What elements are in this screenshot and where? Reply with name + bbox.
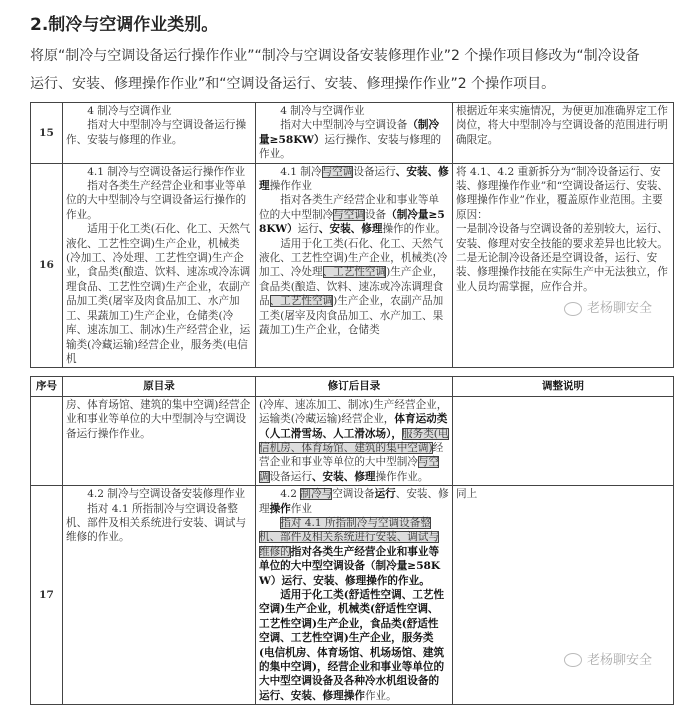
- wechat-icon: [564, 302, 582, 316]
- header-original: 原目录: [63, 377, 256, 396]
- row-number: 16: [31, 163, 63, 368]
- cell-paragraph: [259, 588, 449, 703]
- cell-paragraph: [259, 237, 449, 338]
- cell-text: 、安装、修理: [259, 488, 449, 515]
- bold-text: （制冷量≥58KW）: [259, 119, 440, 146]
- bold-text: 体育运动类（人工滑雪场、人工滑冰场），: [259, 413, 448, 440]
- cell-paragraph: [456, 165, 670, 223]
- highlighted-text: 指对 4.1 所指制冷与空调设备整机、部件及相关系统进行安装、调试与维修的: [259, 516, 440, 558]
- note-cell: [453, 103, 674, 164]
- cell-text: 适用于化工类(石化、化工、天然气液化、工艺性空调)生产企业，机械类(冷加工、冷处理、工艺性空调)生产企业，食品类(酿造、饮料、速冻或冷冻调理食品、工艺性空调)生产企业，农副产品加工类(屠宰及肉食品加工、水产加工、果蔬加工)生产企业，仓储类(冷库、速冻加工、制冰)生产经营企业，运输类(冷藏运输)经营企业，服务类(电信机: [66, 223, 251, 365]
- cell-text: 作业: [290, 502, 312, 515]
- row-number: [31, 396, 63, 485]
- cell-text: 空调设备: [332, 488, 375, 501]
- section-heading: 2.制冷与空调作业类别。: [30, 15, 219, 35]
- cell-text: 4.1 制冷: [280, 165, 322, 178]
- cell-text: 4.1 制冷与空调设备运行操作作业: [87, 165, 246, 178]
- intro-line: 运行、安装、修理操作作业”和“空调设备运行、安装、修理操作作业”2 个操作项目。: [30, 76, 556, 92]
- cell-paragraph: [66, 398, 252, 441]
- cell-text: 作业。: [364, 689, 397, 702]
- comparison-table-part2: [30, 376, 674, 705]
- bold-text: 、安装、修理: [311, 470, 376, 483]
- cell-paragraph: [259, 516, 449, 588]
- cell-paragraph: [259, 165, 449, 194]
- cell-paragraph: [259, 118, 449, 161]
- watermark-text: 老杨聊安全: [586, 652, 652, 668]
- cell-text: 指对大中型制冷与空调设备: [280, 119, 408, 132]
- bold-text: 指对各类生产经营企业和事业等单位的大中型空调设备（制冷量≥58KW）运行、安装、修理操作的作业。: [259, 545, 441, 587]
- note-cell: [453, 163, 674, 368]
- revised-cell: [256, 396, 453, 485]
- intro-paragraph: [30, 42, 690, 98]
- wechat-icon: [564, 653, 582, 667]
- revised-cell: [256, 103, 453, 164]
- cell-text: )生产企业，农副产品加工类(屠宰及肉食品加工、水产加工、果蔬加工)生产企业，仓储类: [259, 295, 444, 337]
- cell-text: 一是制冷设备与空调设备的差别较大，运行、安装、修理对安全技能的要求差异也比较大。二是无论制冷设备还是空调设备，运行、安装、修理操作技能在实际生产中无法独立，作业人员均需掌握，应作合并。: [456, 223, 668, 293]
- bold-text: 运行: [374, 488, 396, 501]
- comparison-table-part1: [30, 102, 674, 368]
- original-cell: [63, 486, 256, 705]
- table-header-row: [31, 377, 674, 396]
- header-note: 调整说明: [453, 377, 674, 396]
- cell-text: 指对各类生产经营企业和事业等单位的大中型制冷: [259, 194, 440, 221]
- cell-text: 操作的作业。: [382, 223, 447, 236]
- revised-cell: [256, 486, 453, 705]
- highlighted-text: 与空调: [333, 208, 365, 221]
- cell-text: 将 4.1、4.2 重新拆分为“制冷设备运行、安装、修理操作作业”和“空调设备运行、安装、修理操作作业”作业，覆盖原作业范围。主要原因：: [456, 165, 669, 221]
- cell-paragraph: [259, 398, 449, 484]
- cell-text: 根据近年来实施情况，为便更加准确界定工作岗位，将大中型制冷与空调设备的范围进行明确限定。: [456, 105, 668, 146]
- cell-paragraph: [66, 502, 252, 545]
- cell-paragraph: [66, 118, 252, 147]
- cell-paragraph: [259, 487, 449, 516]
- watermark: [456, 300, 670, 318]
- watermark: [456, 652, 670, 670]
- cell-text: 操作作业: [269, 180, 312, 193]
- cell-paragraph: [66, 165, 252, 179]
- cell-text: 指对 4.1 所指制冷与空调设备整机、部件及相关系统进行安装、调试与维修的作业。: [66, 502, 247, 544]
- cell-text: 运行: [297, 223, 319, 236]
- cell-paragraph: [456, 222, 670, 294]
- highlighted-text: 与空调: [321, 165, 354, 178]
- cell-paragraph: [259, 193, 449, 236]
- cell-paragraph: [66, 104, 252, 118]
- table-row: [31, 486, 674, 705]
- original-cell: [63, 163, 256, 368]
- watermark-text: 老杨聊安全: [586, 301, 652, 317]
- cell-paragraph: [456, 487, 670, 501]
- cell-paragraph: [66, 179, 252, 222]
- cell-text: 指对各类生产经营企业和事业等单位的大中型制冷与空调设备运行操作的作业。: [66, 180, 247, 221]
- cell-text: 设备: [364, 208, 387, 221]
- highlighted-text: 与空调: [259, 456, 440, 483]
- bold-text: 、安装、修理: [259, 165, 449, 193]
- cell-text: 经营企业和事业等单位的大中型制冷: [259, 441, 444, 469]
- cell-text: 运行操作、安装与修理的作业。: [259, 133, 442, 161]
- bold-text: 适用于化工类(舒适性空调、工艺性空调)生产企业，机械类(舒适性空调、工艺性空调)生产企业，食品类(舒适性空调、工艺性空调)生产企业，服务类(电信机房、体育场馆、机场场馆、建筑的集中空调)，经营企业和事业等单位的大中型空调设备及各种冷水机组设备的运行、安装、修理操作: [259, 589, 445, 702]
- cell-text: 4 制冷与空调作业: [280, 105, 365, 117]
- cell-text: 设备运行: [353, 165, 396, 178]
- original-cell: [63, 103, 256, 164]
- cell-text: (冷库、速冻加工、制冰)生产经营企业，运输类(冷藏运输)经营企业，: [259, 398, 448, 426]
- highlighted-text: 、工艺性空调: [322, 266, 387, 279]
- cell-paragraph: [259, 104, 449, 118]
- cell-text: 适用于化工类(石化、化工、天然气液化、工艺性空调)生产企业，机械类(冷加工、冷处理: [259, 237, 448, 279]
- cell-text: 4.2: [280, 488, 301, 501]
- cell-text: 操作作业。: [375, 470, 429, 483]
- revised-cell: [256, 163, 453, 368]
- note-cell: [453, 396, 674, 485]
- cell-text: 指对大中型制冷与空调设备运行操作、安装与修理的作业。: [66, 119, 247, 146]
- intro-line: 将原“制冷与空调设备运行操作作业”“制冷与空调设备安装修理作业”2 个操作项目修改为“制冷设备: [30, 48, 640, 64]
- row-number: 15: [31, 103, 63, 164]
- note-cell: [453, 486, 674, 705]
- cell-text: 设备运行: [269, 470, 312, 483]
- row-number: 17: [31, 486, 63, 705]
- table-row: [31, 163, 674, 368]
- bold-text: （制冷量≥58KW）: [259, 208, 445, 236]
- original-cell: [63, 396, 256, 485]
- cell-text: 4 制冷与空调作业: [87, 105, 172, 117]
- highlighted-text: 制冷与: [300, 488, 333, 501]
- table-row: [31, 396, 674, 485]
- highlighted-text: 、工艺性空调: [269, 295, 334, 308]
- bold-text: 操作: [269, 502, 291, 515]
- cell-paragraph: [66, 487, 252, 501]
- cell-paragraph: [66, 222, 252, 366]
- header-revised: 修订后目录: [256, 377, 453, 396]
- cell-text: 同上: [456, 488, 478, 501]
- bold-text: 、安装、修理: [318, 223, 383, 236]
- table-row: [31, 103, 674, 164]
- cell-text: 4.2 制冷与空调设备安装修理作业: [87, 488, 246, 501]
- cell-paragraph: [456, 104, 670, 147]
- highlighted-text: 服务类(电信机房、体育场馆、建筑的集中空调): [259, 427, 449, 454]
- cell-text: 房、体育场馆、建筑的集中空调)经营企业和事业等单位的大中型制冷与空调设备运行操作作业。: [66, 398, 251, 440]
- cell-text: )生产企业，食品类(酿造、饮料、速冻或冷冻调理食品: [259, 266, 444, 308]
- header-no: 序号: [31, 377, 63, 396]
